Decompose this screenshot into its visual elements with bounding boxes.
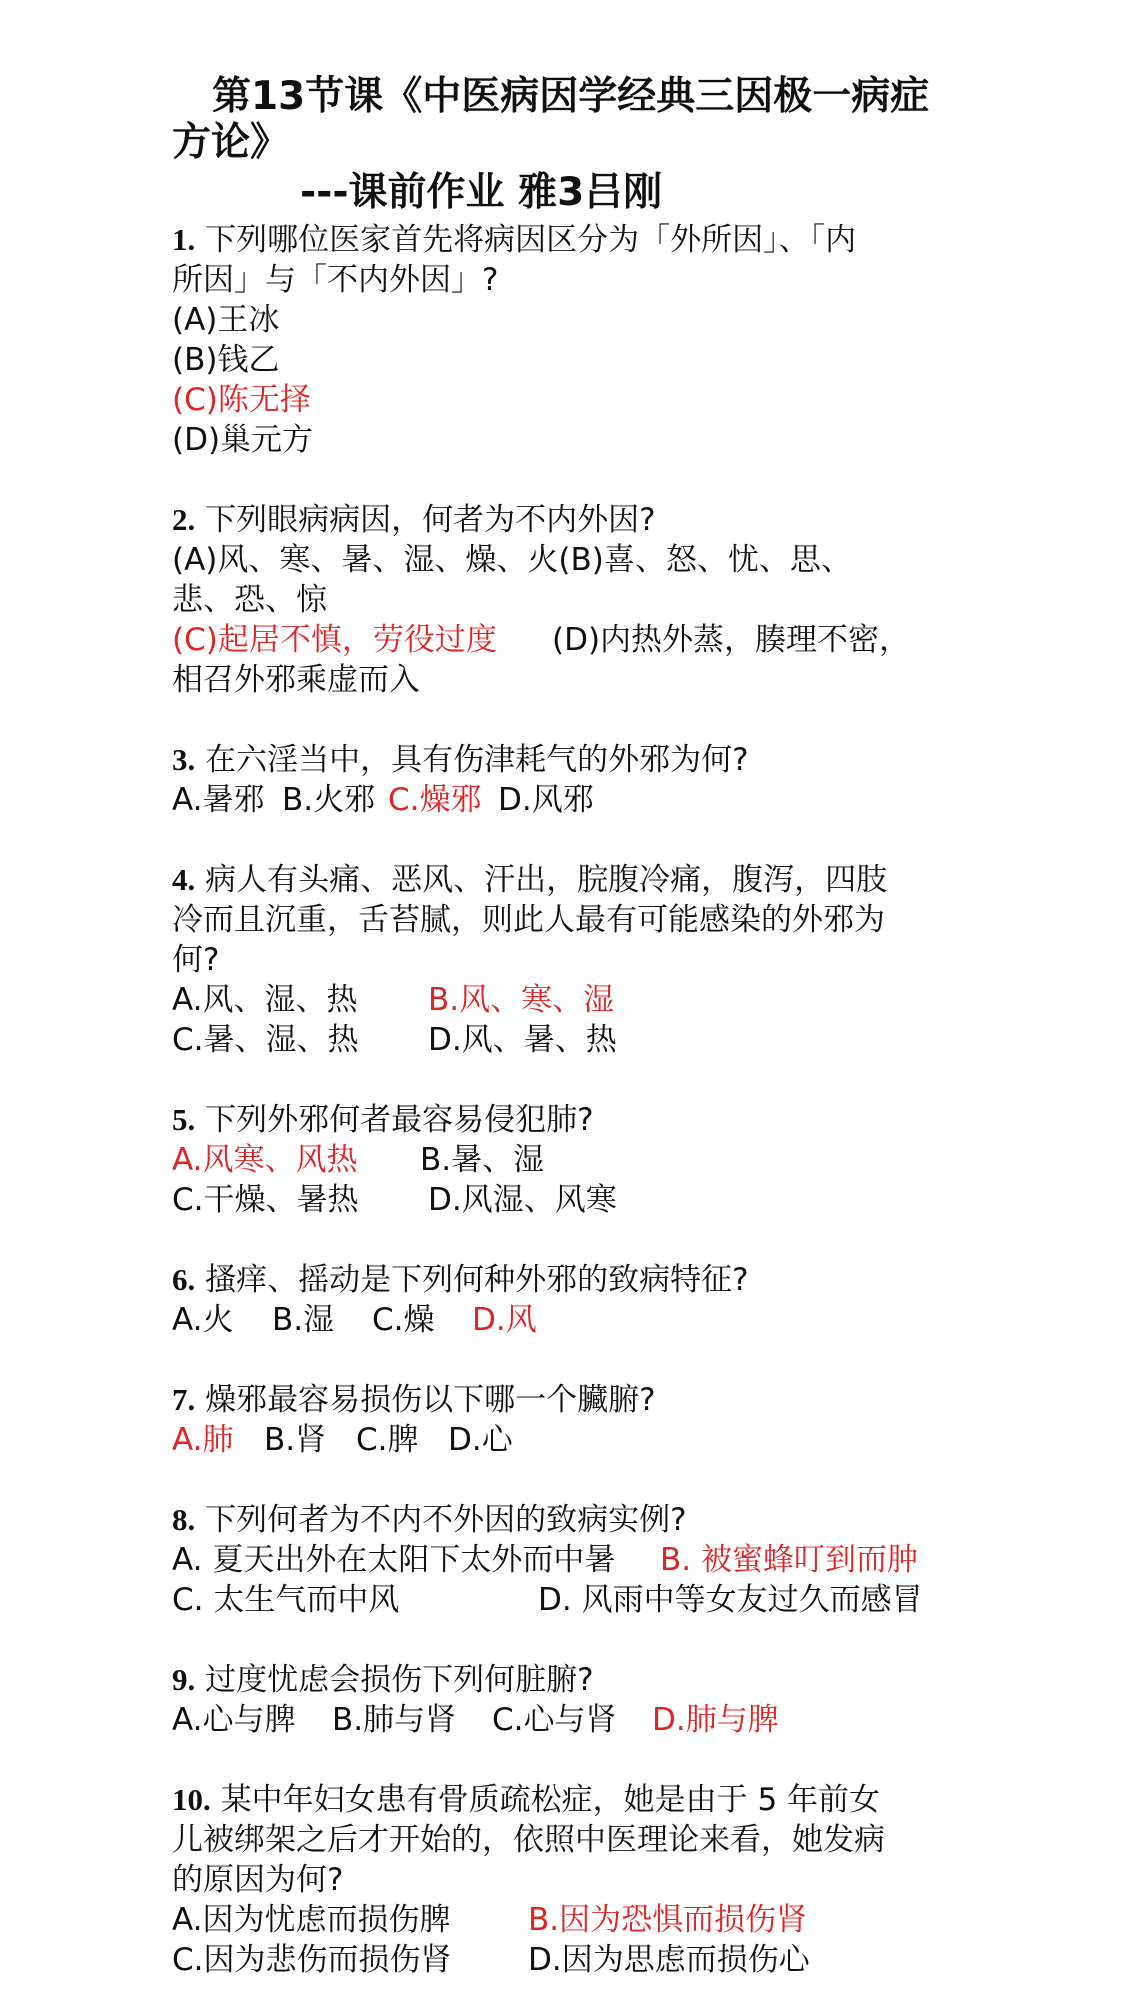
question-3-option-b: B.火邪 <box>282 782 376 818</box>
question-10-option-c: C.因为悲伤而损伤肾 <box>172 1942 452 1978</box>
question-text: 在六淫当中，具有伤津耗气的外邪为何? <box>205 742 749 778</box>
question-6-option-c: C.燥 <box>372 1302 435 1338</box>
question-10-line-1 <box>172 1780 880 1820</box>
question-4-line-3: 何? <box>172 942 220 978</box>
question-3-option-c-answer: C.燥邪 <box>388 782 482 818</box>
question-6-option-a: A.火 <box>172 1302 234 1338</box>
question-8-option-b-answer: B. 被蜜蜂叮到而肿 <box>660 1542 918 1578</box>
question-number: 6. <box>172 1262 196 1297</box>
question-text: 过度忧虑会损伤下列何脏腑? <box>205 1662 594 1698</box>
title-line-3: ---课前作业 雅3吕刚 <box>300 170 663 215</box>
question-1-option-d: (D)巢元方 <box>172 422 314 458</box>
question-3-options <box>172 780 972 820</box>
question-text: 下列外邪何者最容易侵犯肺? <box>205 1102 594 1138</box>
question-1-line-1 <box>172 220 856 260</box>
question-number: 5. <box>172 1102 196 1137</box>
question-10-line-3: 的原因为何? <box>172 1862 344 1898</box>
question-4-option-d: D.风、暑、热 <box>428 1022 617 1058</box>
question-5-option-d: D.风湿、风寒 <box>428 1182 617 1218</box>
question-2-option-d: (D)内热外蒸，腠理不密， <box>552 622 911 658</box>
question-2-option-c-answer: (C)起居不慎，劳役过度 <box>172 622 497 658</box>
question-7-option-a-answer: A.肺 <box>172 1422 234 1458</box>
question-3-line-1 <box>172 740 749 780</box>
question-3-option-d: D.风邪 <box>498 782 594 818</box>
question-4-option-b-answer: B.风、寒、湿 <box>428 982 615 1018</box>
question-number: 4. <box>172 862 196 897</box>
question-4-options-cd <box>172 1020 972 1060</box>
question-10-option-b-answer: B.因为恐惧而损伤肾 <box>528 1902 808 1938</box>
question-2-options-b-cont: 悲、恐、惊 <box>172 582 327 618</box>
question-text: 下列眼病病因，何者为不内外因? <box>205 502 656 538</box>
question-9-line-1 <box>172 1660 594 1700</box>
question-1-option-c-answer: (C)陈无择 <box>172 382 311 418</box>
question-9-option-c: C.心与肾 <box>492 1702 617 1738</box>
question-text: 下列何者为不内不外因的致病实例? <box>205 1502 687 1538</box>
title-line-1: 第13节课《中医病因学经典三因极一病症 <box>212 74 930 119</box>
question-2-options-cd <box>172 620 972 660</box>
question-8-line-1 <box>172 1500 687 1540</box>
question-text: 下列哪位医家首先将病因区分为「外所因」、「内 <box>205 222 857 258</box>
question-9-options <box>172 1700 972 1740</box>
question-8-option-a: A. 夏天出外在太阳下太外而中暑 <box>172 1542 616 1578</box>
question-4-option-a: A.风、湿、热 <box>172 982 358 1018</box>
question-6-option-b: B.湿 <box>272 1302 335 1338</box>
question-8-option-d: D. 风雨中等女友过久而感冒 <box>538 1582 923 1618</box>
question-6-line-1 <box>172 1260 749 1300</box>
question-6-option-d-answer: D.风 <box>472 1302 537 1338</box>
question-7-option-d: D.心 <box>448 1422 513 1458</box>
question-4-options-ab <box>172 980 972 1020</box>
question-10-line-2: 儿被绑架之后才开始的，依照中医理论来看，她发病 <box>172 1822 885 1858</box>
question-5-option-a-answer: A.风寒、风热 <box>172 1142 358 1178</box>
question-9-option-b: B.肺与肾 <box>332 1702 457 1738</box>
question-1-option-a: (A)王冰 <box>172 302 280 338</box>
question-3-option-a: A.暑邪 <box>172 782 265 818</box>
question-5-line-1 <box>172 1100 594 1140</box>
question-4-line-1 <box>172 860 887 900</box>
question-text: 某中年妇女患有骨质疏松症，她是由于 5 年前女 <box>220 1782 881 1818</box>
question-8-option-c: C. 太生气而中风 <box>172 1582 400 1618</box>
question-2-line-1 <box>172 500 656 540</box>
question-10-options-ab <box>172 1900 972 1940</box>
question-1-option-b: (B)钱乙 <box>172 342 280 378</box>
question-8-options-cd <box>172 1580 972 1620</box>
question-9-option-a: A.心与脾 <box>172 1702 296 1738</box>
question-10-options-cd <box>172 1940 972 1980</box>
title-line-2: 方论》 <box>172 120 290 165</box>
question-5-options-cd <box>172 1180 972 1220</box>
question-text: 病人有头痛、恶风、汗出，脘腹冷痛，腹泻，四肢 <box>205 862 888 898</box>
question-8-options-ab <box>172 1540 972 1580</box>
question-4-line-2: 冷而且沉重，舌苔腻，则此人最有可能感染的外邪为 <box>172 902 885 938</box>
question-5-option-c: C.干燥、暑热 <box>172 1182 359 1218</box>
question-7-option-b: B.肾 <box>264 1422 327 1458</box>
question-5-options-ab <box>172 1140 972 1180</box>
question-7-line-1 <box>172 1380 656 1420</box>
question-number: 8. <box>172 1502 196 1537</box>
question-text: 燥邪最容易损伤以下哪一个臟腑? <box>205 1382 656 1418</box>
question-5-option-b: B.暑、湿 <box>420 1142 545 1178</box>
question-number: 2. <box>172 502 196 537</box>
question-number: 7. <box>172 1382 196 1417</box>
question-10-option-d: D.因为思虑而损伤心 <box>528 1942 810 1978</box>
question-4-option-c: C.暑、湿、热 <box>172 1022 359 1058</box>
question-1-line-2: 所因」与「不内外因」? <box>172 262 499 298</box>
question-number: 10. <box>172 1782 211 1817</box>
question-2-options-ab: (A)风、寒、暑、湿、燥、火(B)喜、怒、忧、思、 <box>172 542 852 578</box>
question-number: 1. <box>172 222 196 257</box>
question-7-option-c: C.脾 <box>356 1422 419 1458</box>
question-number: 9. <box>172 1662 196 1697</box>
question-9-option-d-answer: D.肺与脾 <box>652 1702 779 1738</box>
question-text: 搔痒、摇动是下列何种外邪的致病特征? <box>205 1262 749 1298</box>
question-6-options <box>172 1300 972 1340</box>
question-10-option-a: A.因为忧虑而损伤脾 <box>172 1902 451 1938</box>
question-7-options <box>172 1420 972 1460</box>
question-number: 3. <box>172 742 196 777</box>
question-2-option-d-cont: 相召外邪乘虚而入 <box>172 662 420 698</box>
